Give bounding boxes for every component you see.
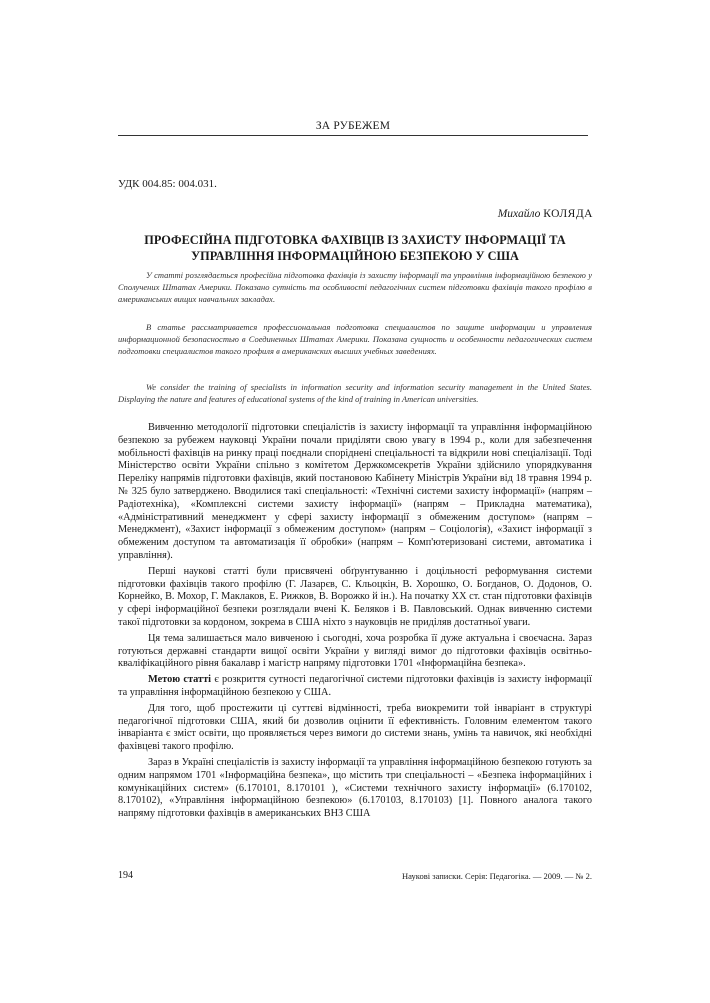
body-paragraph: Ця тема залишається мало вивченою і сьогодні, хоча розробка її дуже актуальна і своєчасна. Зараз готуються державні стандарти вищої освіти України у вигляді вимог до підготовки фахівців освітньо-кваліфікаційного рівня бакалавр і магістр напряму підготовки 1701 «Інформаційна безпека». xyxy=(118,632,592,670)
purpose-label: Метою статті xyxy=(148,674,212,686)
body-paragraph: Вивченню методології підготовки спеціалістів із захисту інформації та управління інформаційною безпекою за рубежем науковці України почали приділяти свою увагу в 1994 р., коли для забезпечення мобільності фахівців на ринку праці поєднали споріднені спеціальності та відкрили нові спеціалізації. Тоді Міністерство освіти України спільно з комітетом Держкомсекретів України здійснило упорядкування Переліку напрямів підготовки фахівців, який постановою Кабінету Міністрів України від 18 травня 1994 р. № 325 було затверджено. Вводилися такі спеціальності: «Технічні системи захисту інформації» (напрям – Радіотехніка), «Комплексні системи захисту інформації» (напрям – Прикладна математика), «Адміністративний менеджмент у сфері захисту інформації з обмеженим доступом» (напрям – Менеджмент), «Захист інформації з обмеженим доступом» (напрям – Соціологія), «Захист інформації з обмеженим доступом та автоматизація її обробки» (напрям – Комп'ютеризовані системи, автоматика і управління). xyxy=(118,422,592,561)
article-title: ПРОФЕСІЙНА ПІДГОТОВКА ФАХІВЦІВ ІЗ ЗАХИСТУ ІНФОРМАЦІЇ ТА УПРАВЛІННЯ ІНФОРМАЦІЙНОЮ БЕЗПЕКОЮ У США xyxy=(144,233,566,263)
body-paragraph: Зараз в Україні спеціалістів із захисту інформації та управління інформаційною безпекою готують за одним напрямом 1701 «Інформаційна безпека», що містить три спеціальності – «Безпека інформаційних і комунікаційних систем» (6.170101, 8.170101 ), «Системи технічного захисту інформації» (6.170102, 8.170102), «Управління інформаційною безпекою» (6.170103, 8.170103) [1]. Повного аналога такого напряму підготовки фахівців в американських ВНЗ США xyxy=(118,756,592,820)
author-name xyxy=(498,208,593,220)
running-head: ЗА РУБЕЖЕМ xyxy=(315,120,391,132)
page-number: 194 xyxy=(118,870,133,881)
journal-citation: Наукові записки. Серія: Педагогіка. — 2009. — № 2. xyxy=(402,871,592,881)
body-paragraph: Для того, щоб простежити ці суттєві відмінності, треба виокремити той інваріант в структурі педагогічної підготовки США, який би дозволив оцінити її ефективність. Головним елементом такого інваріанта є зміст освіти, що проявляється через вимоги до системи знань, умінь та навичок, які необхідні фахівцеві такого профілю. xyxy=(118,702,592,753)
article-body xyxy=(118,422,592,824)
abstract-russian: В статье рассматривается профессиональная подготовка специалистов по защите информации и управления информационной безопасностью в Соединенных Штатах Америки. Показана сущность и особенности педагогических систем подготовки специалистов такого профиля в американских высших учебных заведениях. xyxy=(118,322,592,356)
body-paragraph xyxy=(118,674,592,700)
udc-code: УДК 004.85: 004.031. xyxy=(118,178,217,190)
header-rule xyxy=(118,135,588,136)
abstract-ukrainian: У статті розглядається професійна підготовка фахівців із захисту інформації та управління інформаційною безпекою у Сполучених Штатах Америки. Показано сутність та особливості педагогічних систем підготовки фахівців такого профілю в американських вищих навчальних закладах. xyxy=(118,270,592,304)
abstract-english: We consider the training of specialists in information security and information security management in the United States. Displaying the nature and features of educational systems of the kind of training in American universities. xyxy=(118,382,592,404)
body-paragraph: Перші наукові статті були присвячені обґрунтуванню і доцільності реформування системи підготовки фахівців такого профілю (Г. Лазарєв, С. Кльоцкін, В. Хорошко, О. Богданов, О. Додонов, О. Корнейко, В. Мохор, Г. Маклаков, Е. Рижков, В. Ворожко й ін.). На початку ХХ ст. стан підготовки фахівців у сфері інформаційної безпеки розглядали вчені К. Беляков і В. Павловський. Однак вивченню системи такої підготовки за кордоном, зокрема в США ніхто з науковців не приділяв достатньої уваги. xyxy=(118,565,592,628)
author-first-name: Михайло xyxy=(497,208,541,220)
author-surname: КОЛЯДА xyxy=(543,208,593,220)
purpose-text: є розкриття сутності педагогічної системи підготовки фахівців із захисту інформації та управління інформаційною безпекою у США. xyxy=(118,674,592,698)
